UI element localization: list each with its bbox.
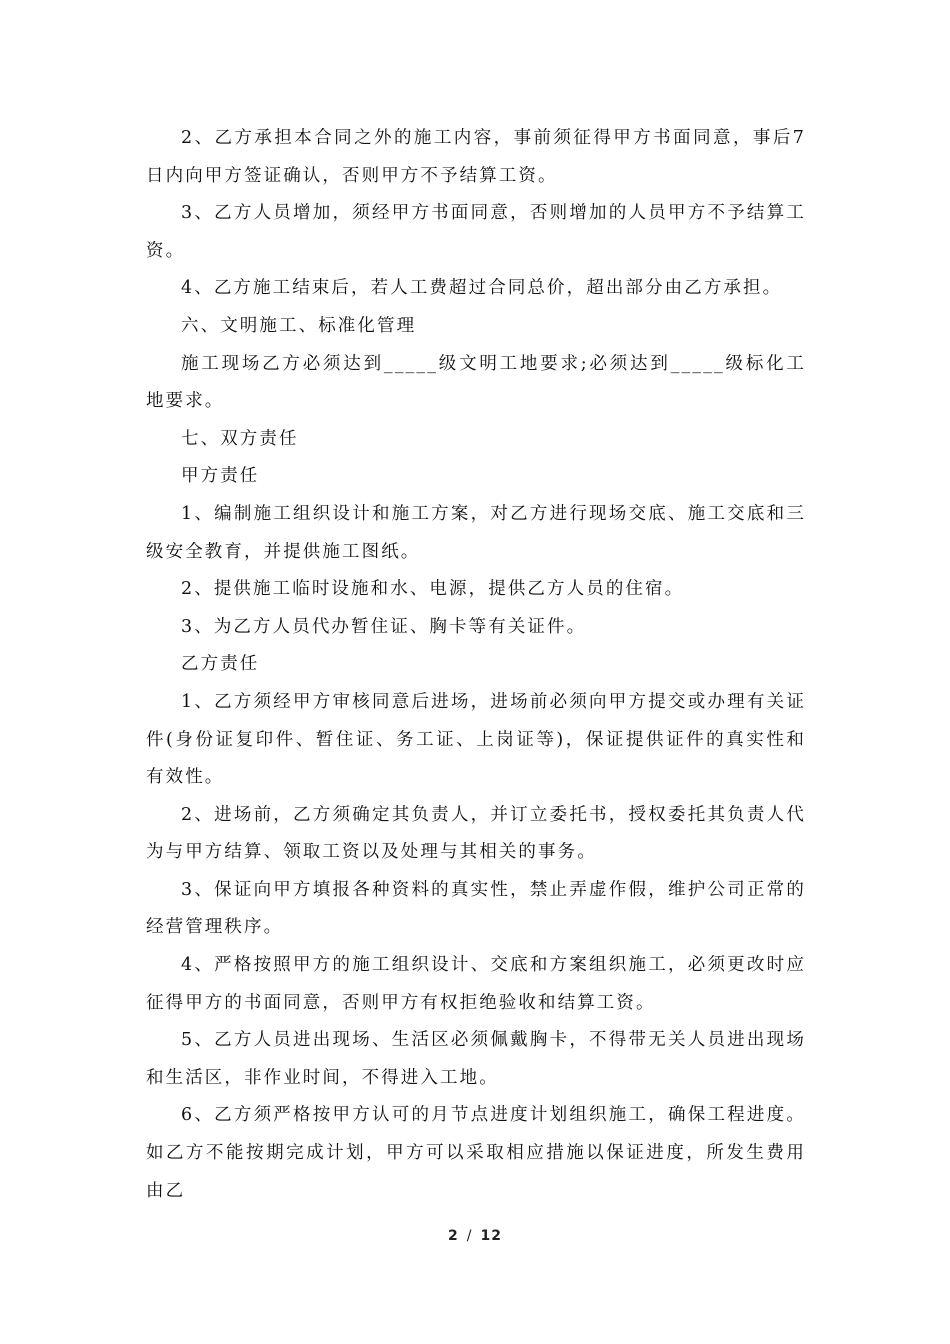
- paragraph-clause-4-labor-cost: 4、乙方施工结束后，若人工费超过合同总价，超出部分由乙方承担。: [181, 278, 783, 299]
- section-heading-civilized-construction: 六、文明施工、标准化管理: [181, 315, 417, 336]
- paragraph-party-b-item-6: 6、乙方须严格按甲方认可的月节点进度计划组织施工，确保工程进度。如乙方不能按期完成计划，甲方可以采取相应措施以保证进度，所发生费用由乙: [146, 1105, 806, 1201]
- paragraph-party-b-item-2: 2、进场前，乙方须确定其负责人，并订立委托书，授权委托其负责人代为与甲方结算、领取工资以及处理与其相关的事务。: [146, 804, 806, 863]
- paragraph-party-b-item-3: 3、保证向甲方填报各种资料的真实性，禁止弄虚作假，维护公司正常的经营管理秩序。: [146, 879, 806, 938]
- paragraph-party-a-item-2: 2、提供施工临时设施和水、电源，提供乙方人员的住宿。: [181, 579, 685, 600]
- paragraph-party-b-item-5: 5、乙方人员进出现场、生活区必须佩戴胸卡，不得带无关人员进出现场和生活区，非作业时间，不得进入工地。: [146, 1030, 806, 1088]
- page-number-separator: /: [466, 1228, 473, 1244]
- current-page-number: 2: [448, 1228, 459, 1244]
- paragraph-clause-3-staff-increase: 3、乙方人员增加，须经甲方书面同意，否则增加的人员甲方不予结算工资。: [146, 203, 806, 261]
- subheading-party-a-responsibility: 甲方责任: [181, 466, 260, 487]
- paragraph-clause-2-extra-work: 2、乙方承担本合同之外的施工内容，事前须征得甲方书面同意，事后7日内向甲方签证确认，否则甲方不予结算工资。: [146, 128, 806, 186]
- paragraph-party-a-item-3: 3、为乙方人员代办暂住证、胸卡等有关证件。: [181, 616, 587, 637]
- subheading-party-b-responsibility: 乙方责任: [181, 654, 260, 675]
- total-page-count: 12: [480, 1228, 502, 1244]
- paragraph-party-b-item-4: 4、严格按照甲方的施工组织设计、交底和方案组织施工，必须更改时应征得甲方的书面同意，否则甲方有权拒绝验收和结算工资。: [146, 955, 806, 1013]
- paragraph-site-standard: 施工现场乙方必须达到_____级文明工地要求;必须达到_____级标化工地要求。: [146, 353, 806, 412]
- paragraph-party-a-item-1: 1、编制施工组织设计和施工方案，对乙方进行现场交底、施工交底和三级安全教育，并提供施工图纸。: [146, 503, 806, 562]
- page-number-footer: [0, 1228, 950, 1244]
- paragraph-party-b-item-1: 1、乙方须经甲方审核同意后进场，进场前必须向甲方提交或办理有关证件(身份证复印件、暂住证、务工证、上岗证等)，保证提供证件的真实性和有效性。: [146, 691, 806, 788]
- section-heading-responsibilities: 七、双方责任: [181, 428, 299, 449]
- document-body: [146, 120, 806, 1210]
